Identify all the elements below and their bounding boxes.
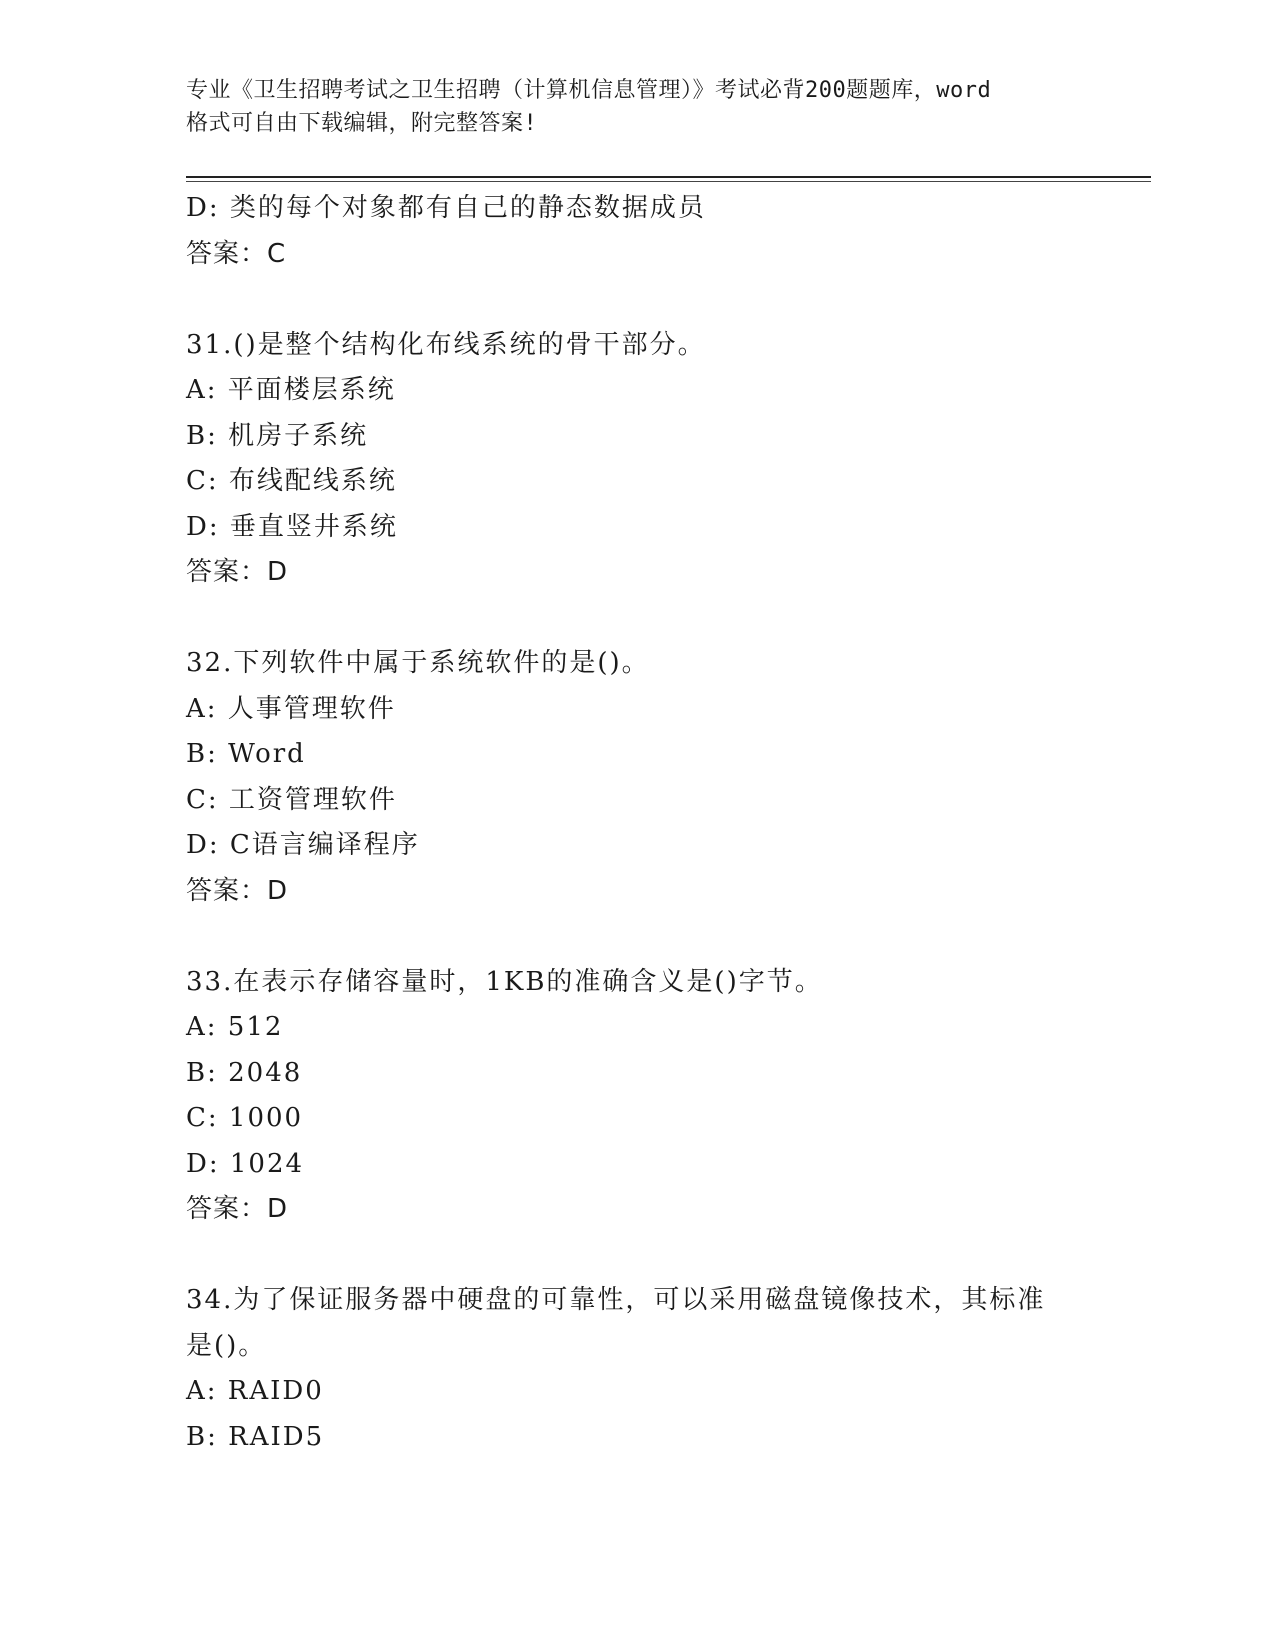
question-31-answer: 答案：D (186, 557, 289, 587)
question-33-option-c: C: 1000 (186, 1103, 304, 1133)
question-31-option-a: A: 平面楼层系统 (186, 375, 396, 405)
question-32-option-a: A: 人事管理软件 (186, 693, 396, 724)
question-32-answer: 答案：D (186, 875, 289, 906)
question-33-option-d: D: 1024 (186, 1148, 305, 1179)
question-34-option-a: A: RAID0 (186, 1376, 324, 1406)
question-31-option-c: C: 布线配线系统 (186, 466, 397, 496)
question-33-option-a: A: 512 (186, 1012, 284, 1042)
document-header (186, 74, 1086, 140)
header-rule-thin (186, 181, 1151, 182)
spacer (186, 914, 1086, 960)
header-line-2: 格式可自由下载编辑，附完整答案! (186, 111, 538, 136)
question-32-option-d: D: C语言编译程序 (186, 830, 420, 860)
question-31-stem: 31.()是整个结构化布线系统的骨干部分。 (186, 329, 706, 360)
question-32-option-b: B: Word (186, 739, 306, 769)
question-32-option-c: C: 工资管理软件 (186, 784, 397, 815)
question-34-option-b: B: RAID5 (186, 1421, 325, 1452)
question-31-option-b: B: 机房子系统 (186, 420, 369, 451)
spacer (186, 596, 1086, 642)
prev-answer: 答案：C (186, 238, 287, 269)
header-line-1: 专业《卫生招聘考试之卫生招聘（计算机信息管理）》考试必背200题题库，word (186, 78, 992, 103)
question-34-stem-line-2: 是()。 (186, 1330, 267, 1361)
question-33-stem: 33.在表示存储容量时，1KB的准确含义是()字节。 (186, 966, 823, 997)
spacer (186, 1233, 1086, 1279)
header-rule-thick (186, 176, 1151, 178)
question-33-answer: 答案：D (186, 1194, 289, 1224)
prev-option-d: D: 类的每个对象都有自己的静态数据成员 (186, 193, 706, 223)
question-32-stem: 32.下列软件中属于系统软件的是()。 (186, 648, 650, 678)
document-body (186, 186, 1086, 1460)
question-33-option-b: B: 2048 (186, 1057, 303, 1088)
question-31-option-d: D: 垂直竖井系统 (186, 511, 398, 542)
question-34-stem-line-1: 34.为了保证服务器中硬盘的可靠性，可以采用磁盘镜像技术，其标准 (186, 1285, 1046, 1315)
spacer (186, 277, 1086, 323)
